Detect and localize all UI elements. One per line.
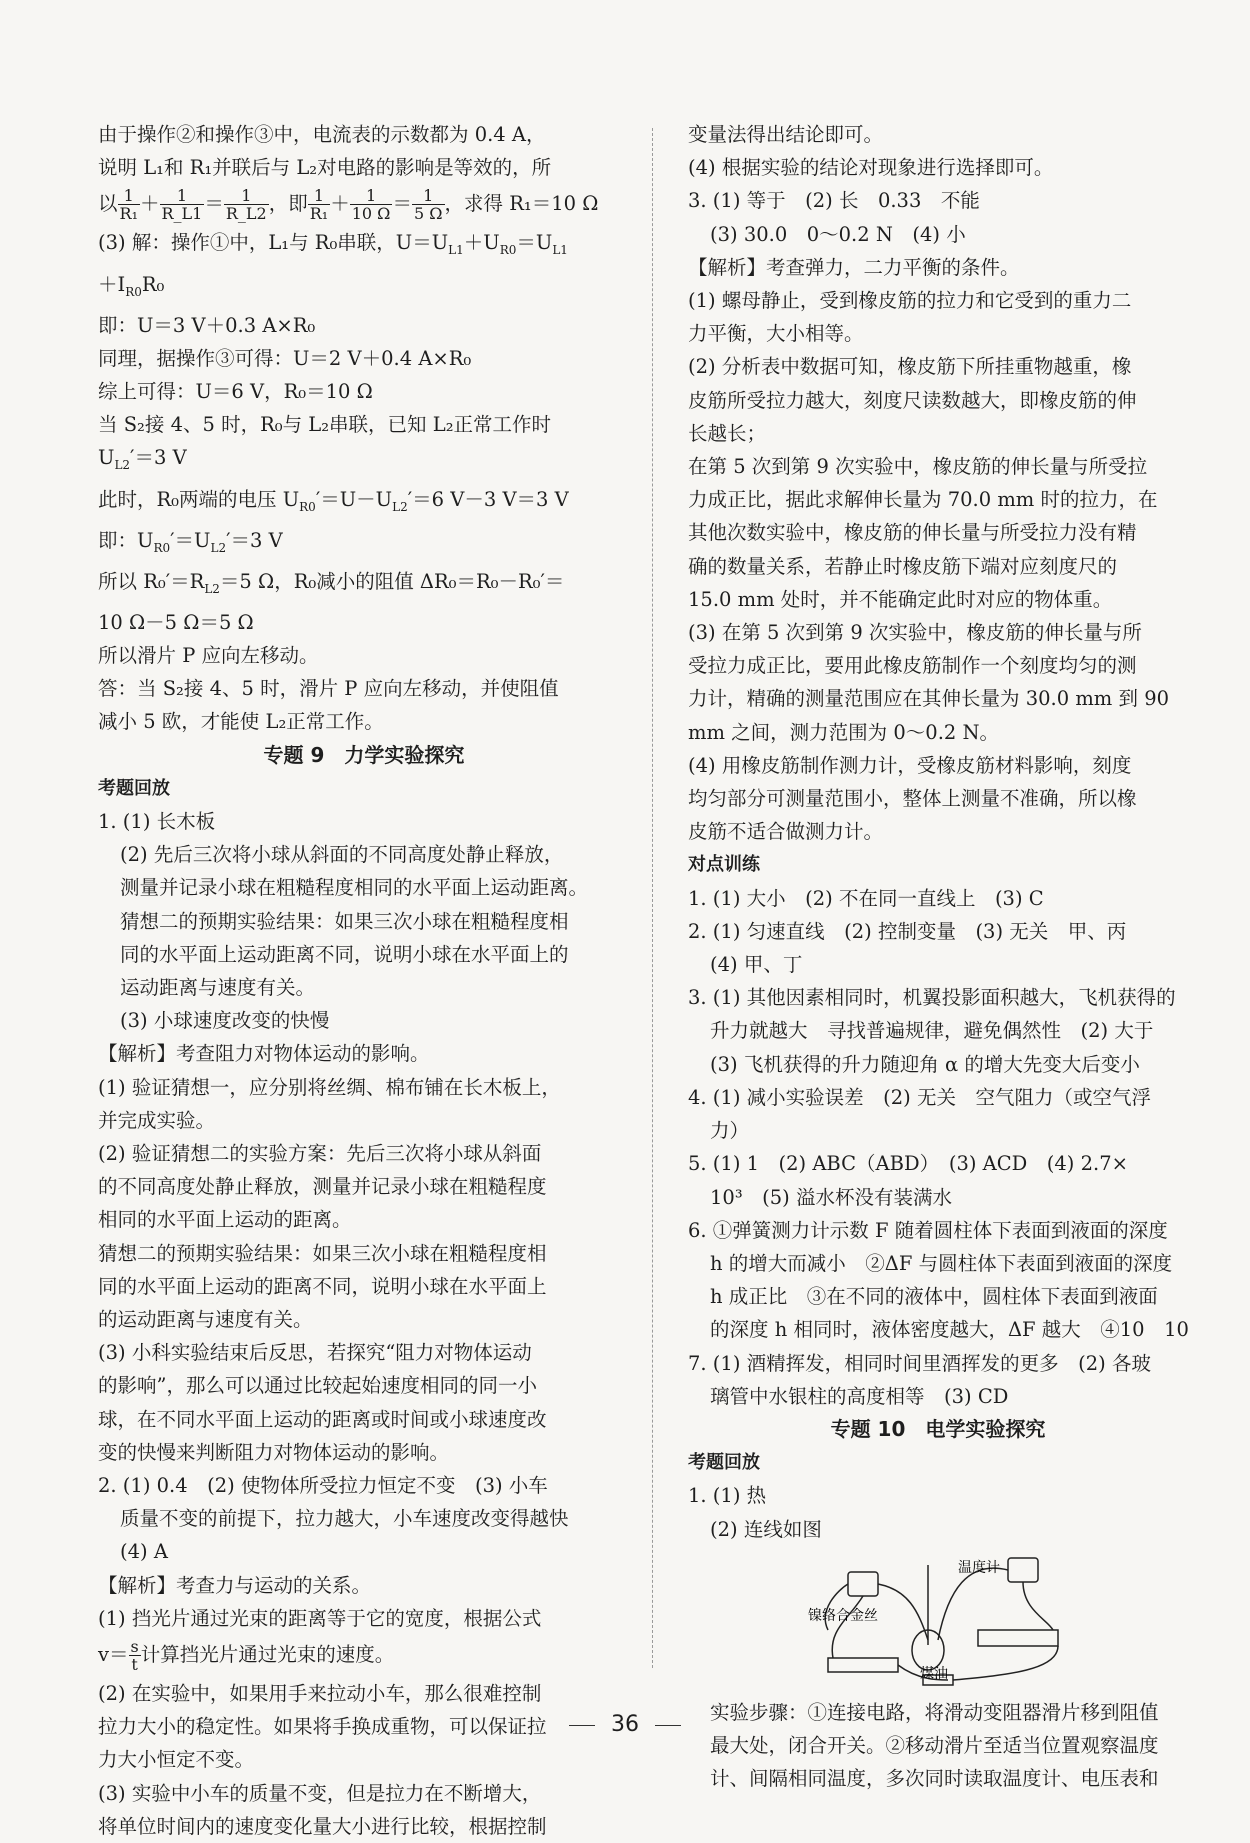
- text-line: (3) 飞机获得的升力随迎角 α 的增大先变大后变小: [710, 1052, 1140, 1076]
- text-line: h 的增大而减小 ②ΔF 与圆柱体下表面到液面的深度: [710, 1251, 1173, 1275]
- text-line: 6. ①弹簧测力计示数 F 随着圆柱体下表面到液面的深度: [688, 1218, 1168, 1242]
- section-title: 专题 10 电学实验探究: [830, 1416, 1046, 1441]
- fraction: $\frac{1}{\text{R₁}}$: [119, 186, 138, 224]
- text-line: 长越长；: [688, 421, 767, 445]
- text-line: (1) 验证猜想一，应分别将丝绸、棉布铺在长木板上，: [98, 1075, 561, 1099]
- text-line: (4) 用橡皮筋制作测力计，受橡皮筋材料影响，刻度: [688, 753, 1132, 777]
- fraction: $\frac{1}{5 \Omega}$: [413, 186, 443, 224]
- text-line: (3) 30.0 0～0.2 N (4) 小: [710, 222, 966, 246]
- fraction: $\frac{1}{\text{R₁}}$: [309, 186, 329, 224]
- fraction: $\frac{1}{R\_L2}$: [225, 186, 267, 224]
- text-line: mm 之间，测力范围为 0～0.2 N。: [688, 720, 1000, 744]
- text-line: 同理，据操作③可得：U＝2 V＋0.4 A×R₀: [98, 346, 472, 370]
- text-line: 即：U＝3 V＋0.3 A×R₀: [98, 313, 316, 337]
- text-line: 即：$U_{R0}'=U_{L2}'=3$ V: [98, 528, 283, 555]
- text-line: 猜想二的预期实验结果：如果三次小球在粗糙程度相: [98, 1241, 547, 1265]
- text-line: 拉力大小的稳定性。如果将手换成重物，可以保证拉: [98, 1715, 547, 1739]
- text-line: 的深度 h 相同时，液体密度越大，ΔF 越大 ④10 10: [710, 1318, 1189, 1342]
- text-line: 实验步骤：①连接电路，将滑动变阻器滑片移到阻值: [710, 1700, 1159, 1724]
- fraction: $\frac{1}{R\_L1}$: [161, 186, 203, 224]
- text-line: 的影响”，那么可以通过比较起始速度相同的同一小: [98, 1374, 537, 1398]
- text-line: 1. (1) 长木板: [98, 810, 216, 833]
- text-line: (1) 螺母静止，受到橡皮筋的拉力和它受到的重力二: [688, 289, 1132, 313]
- text-line: 在第 5 次到第 9 次实验中，橡皮筋的伸长量与所受拉: [688, 455, 1148, 479]
- text-line: 猜想二的预期实验结果：如果三次小球在粗糙程度相: [120, 909, 569, 933]
- text-line: (2) 在实验中，如果用手来拉动小车，那么很难控制: [98, 1682, 542, 1706]
- svg-text:煤油: 煤油: [920, 1665, 948, 1682]
- text-line: 相同的水平面上运动的距离。: [98, 1208, 352, 1232]
- text-line: 受拉力成正比，要用此橡皮筋制作一个刻度均匀的测: [688, 654, 1137, 678]
- text-line: (3) 小球速度改变的快慢: [120, 1009, 330, 1033]
- text-line: 确的数量关系，若静止时橡皮筋下端对应刻度尺的: [688, 554, 1118, 578]
- text-line: 1. (1) 热: [688, 1484, 767, 1508]
- text-line: $+I_{R0}R_0$: [98, 272, 165, 299]
- text-line: 力平衡，大小相等。: [688, 322, 864, 346]
- text-line: 变量法得出结论即可。: [688, 123, 884, 146]
- text-line: 【解析】考查力与运动的关系。: [98, 1573, 372, 1597]
- svg-text:镍络合金丝: 镍络合金丝: [808, 1607, 878, 1624]
- text-line: 运动距离与速度有关。: [120, 976, 316, 1000]
- text-line: 答：当 S₂接 4、5 时，滑片 P 应向左移动，并使阻值: [98, 677, 559, 701]
- text-line: 2. (1) 匀速直线 (2) 控制变量 (3) 无关 甲、丙: [688, 919, 1127, 943]
- text-line: 7. (1) 酒精挥发，相同时间里酒挥发的更多 (2) 各玻: [688, 1351, 1151, 1375]
- text-line: 所以滑片 P 应向左移动。: [98, 643, 319, 667]
- text-line: 测量并记录小球在粗糙程度相同的水平面上运动距离。: [120, 876, 589, 900]
- text-line: 由于操作②和操作③中，电流表的示数都为 0.4 A，: [98, 123, 546, 146]
- section-title: 专题 9 力学实验探究: [263, 742, 465, 767]
- velocity-formula-line: v＝ $\frac{s}{t}$ 计算挡光片通过光束的速度。: [98, 1637, 395, 1675]
- text-line: (3) 在第 5 次到第 9 次实验中，橡皮筋的伸长量与所: [688, 621, 1142, 645]
- text-line: 4. (1) 减小实验误差 (2) 无关 空气阻力（或空气浮: [688, 1085, 1151, 1109]
- text-line: h 成正比 ③在不同的液体中，圆柱体下表面到液面: [710, 1285, 1158, 1309]
- text-line: 将单位时间内的速度变化量大小进行比较，根据控制: [98, 1814, 547, 1838]
- text-line: 10³ (5) 溢水杯没有装满水: [710, 1185, 952, 1209]
- text-line: (2) 先后三次将小球从斜面的不同高度处静止释放，: [120, 843, 564, 867]
- text-line: 【解析】考查阻力对物体运动的影响。: [98, 1042, 430, 1066]
- text-line: 综上可得：U＝6 V，R₀＝10 Ω: [98, 380, 373, 403]
- text-line: 15.0 mm 处时，并不能确定此时对应的物体重。: [688, 587, 1113, 611]
- text-line: (4) A: [120, 1540, 168, 1564]
- text-line: 力）: [710, 1119, 750, 1143]
- section-label: 对点训练: [688, 854, 760, 876]
- text-line: 皮筋不适合做测力计。: [688, 820, 884, 844]
- text-line: 所以 $R_0'=R_{L2}=5$ Ω，R₀减小的阻值 ΔR₀＝R₀－R₀′＝: [98, 569, 565, 596]
- text-line: 升力就越大 寻找普遍规律，避免偶然性 (2) 大于: [710, 1019, 1154, 1043]
- text-line: 当 S₂接 4、5 时，R₀与 L₂串联，已知 L₂正常工作时: [98, 413, 552, 437]
- text-line: 此时，R₀两端的电压 $U_{R0}'=U-U_{L2}'=6$ V－3 V＝3 V: [98, 487, 569, 514]
- text-line: 计、间隔相同温度，多次同时读取温度计、电压表和: [710, 1767, 1159, 1791]
- circuit-diagram: [808, 1550, 1078, 1695]
- text-line: 5. (1) 1 (2) ABC（ABD） (3) ACD (4) 2.7×: [688, 1152, 1128, 1176]
- text-line: (3) 解：操作①中，L₁与 R₀串联，$U=U_{L1}+U_{R0}=U_{L1}$: [98, 231, 568, 258]
- text-line: (3) 实验中小车的质量不变，但是拉力在不断增大，: [98, 1781, 542, 1805]
- left-column: [98, 118, 630, 1843]
- text-line: 变的快慢来判断阻力对物体运动的影响。: [98, 1440, 450, 1464]
- text-line: 说明 L₁和 R₁并联后与 L₂对电路的影响是等效的，所: [98, 156, 552, 180]
- text-line: (2) 分析表中数据可知，橡皮筋下所挂重物越重，橡: [688, 355, 1132, 379]
- text-line: 均匀部分可测量范围小，整体上测量不准确，所以橡: [688, 787, 1137, 811]
- text-line: 2. (1) 0.4 (2) 使物体所受拉力恒定不变 (3) 小车: [98, 1474, 548, 1498]
- text-line: 同的水平面上运动的距离不同，说明小球在水平面上: [98, 1274, 547, 1298]
- section-label: 考题回放: [688, 1452, 760, 1474]
- text-line: 并完成实验。: [98, 1108, 216, 1132]
- text-line: 力计，精确的测量范围应在其伸长量为 30.0 mm 到 90: [688, 687, 1170, 711]
- text-line: (4) 甲、丁: [710, 953, 803, 977]
- text-line: 同的水平面上运动距离不同，说明小球在水平面上的: [120, 942, 569, 966]
- text-line: 减小 5 欧，才能使 L₂正常工作。: [98, 710, 384, 734]
- text-line: 其他次数实验中，橡皮筋的伸长量与所受拉力没有精: [688, 521, 1137, 545]
- text-line: 3. (1) 其他因素相同时，机翼投影面积越大，飞机获得的: [688, 986, 1176, 1010]
- section-label: 考题回放: [98, 777, 170, 799]
- text-line: 质量不变的前提下，拉力越大，小车速度改变得越快: [120, 1507, 569, 1531]
- page-number: 36: [0, 1712, 1250, 1737]
- text-line: (1) 挡光片通过光束的距离等于它的宽度，根据公式: [98, 1606, 542, 1630]
- text-line: 璃管中水银柱的高度相等 (3) CD: [710, 1384, 1009, 1408]
- right-column: [688, 118, 1188, 1795]
- text-line: 1. (1) 大小 (2) 不在同一直线上 (3) C: [688, 886, 1044, 910]
- equation-line: 以 $\frac{1}{\text{R₁}}$ ＋ $\frac{1}{R\_L1}$ ＝ $\frac{1}{R\_L2}$ ，即 $\frac{1}{\text{R₁}}$ ＋ $\frac{1}{10 \Omega}$ ＝ $\frac{1}{5 \Omega}$ ，求得 R₁＝10 Ω: [98, 186, 599, 224]
- fraction: $\frac{1}{10 \Omega}$: [351, 186, 391, 224]
- text-line: 3. (1) 等于 (2) 长 0.33 不能: [688, 189, 980, 213]
- text-line: 的运动距离与速度有关。: [98, 1308, 313, 1332]
- text-line: (2) 验证猜想二的实验方案：先后三次将小球从斜面: [98, 1142, 542, 1166]
- text-line: (3) 小科实验结束后反思，若探究“阻力对物体运动: [98, 1341, 532, 1365]
- text-line: 【解析】考查弹力，二力平衡的条件。: [688, 255, 1020, 279]
- text-line: 力成正比，据此求解伸长量为 70.0 mm 时的拉力，在: [688, 488, 1158, 512]
- column-divider: [652, 128, 653, 1668]
- text-line: 力大小恒定不变。: [98, 1748, 255, 1772]
- text-line: (4) 根据实验的结论对现象进行选择即可。: [688, 156, 1054, 180]
- text-line: 最大处，闭合开关。②移动滑片至适当位置观察温度: [710, 1733, 1159, 1757]
- text-line: 的不同高度处静止释放，测量并记录小球在粗糙程度: [98, 1175, 547, 1199]
- circuit-figure: [688, 1546, 1188, 1696]
- text-line: (2) 连线如图: [710, 1517, 822, 1541]
- text-line: $U_{L2}'=3$ V: [98, 446, 187, 473]
- text-line: 球，在不同水平面上运动的距离或时间或小球速度改: [98, 1407, 547, 1431]
- svg-text:温度计: 温度计: [958, 1559, 1000, 1576]
- text-line: 10 Ω－5 Ω＝5 Ω: [98, 610, 254, 634]
- text-line: 皮筋所受拉力越大，刻度尺读数越大，即橡皮筋的伸: [688, 388, 1137, 412]
